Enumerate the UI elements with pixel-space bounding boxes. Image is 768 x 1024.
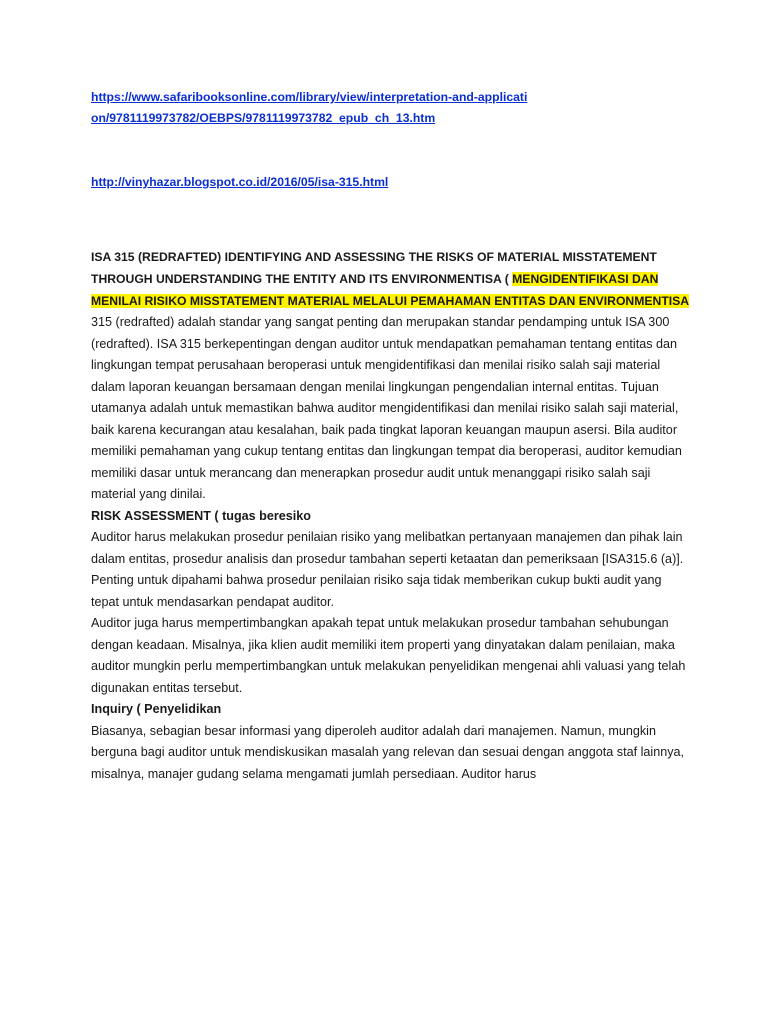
blogspot-link[interactable]: http://vinyhazar.blogspot.co.id/2016/05/isa-315.html [91, 175, 389, 189]
heading-plain-text: ISA 315 (REDRAFTED) IDENTIFYING AND ASSESSING THE RISKS OF MATERIAL MISSTATEMENT THROUGH UNDERSTANDING THE ENTITY AND ITS ENVIRONMENTISA ( [91, 250, 657, 286]
document-heading [91, 246, 691, 312]
inquiry-paragraph: Biasanya, sebagian besar informasi yang diperoleh auditor adalah dari manajemen. Namun, mungkin berguna bagi auditor untuk mendiskusikan masalah yang relevan dan sesuai dengan anggota staf lainnya, misalnya, manajer gudang selama mengamati jumlah persediaan. Auditor harus [91, 723, 685, 781]
heading-highlighted-text: MENGIDENTIFIKASI DAN MENILAI RISIKO MISSTATEMENT MATERIAL MELALUI PEMAHAMAN ENTITAS DAN ENVIRONMENTISA [91, 272, 690, 308]
safaribooks-link[interactable]: https://www.safaribooksonline.com/library/view/interpretation-and-application/9781119973782/OEBPS/9781119973782_epub_ch_13.htm [91, 90, 528, 125]
inquiry-heading: Inquiry ( Penyelidikan [91, 702, 222, 716]
document-content [91, 87, 691, 785]
intro-paragraph: 315 (redrafted) adalah standar yang sangat penting dan merupakan standar pendamping untuk ISA 300 (redrafted). ISA 315 berkepentingan dengan auditor untuk mendapatkan pemahaman tentang entitas dan lingkungan tempat perusahaan beroperasi untuk mengidentifikasi dan menilai risiko salah saji material dalam laporan keuangan bersamaan dengan menilai lingkungan pengendalian internal entitas. Tujuan utamanya adalah untuk memastikan bahwa auditor mengidentifikasi dan menilai risiko salah saji material, baik karena kecurangan atau kesalahan, baik pada tingkat laporan keuangan maupun asersi. Bila auditor memiliki pemahaman yang cukup tentang entitas dan lingkungan tempat dia beroperasi, auditor kemudian memiliki dasar untuk merancang dan menerapkan prosedur audit untuk menanggapi risiko salah saji material yang dinilai. [91, 315, 682, 501]
risk-assessment-heading: RISK ASSESSMENT ( tugas beresiko [91, 508, 311, 523]
risk-paragraph-1: Auditor harus melakukan prosedur penilaian risiko yang melibatkan pertanyaan manajemen dan pihak lain dalam entitas, prosedur analisis dan prosedur tambahan seperti ketaatan dan pemeriksaan [ISA315.6 (a)]. Penting untuk dipahami bahwa prosedur penilaian risiko saja tidak memberikan cukup bukti audit yang tepat untuk mendasarkan pendapat auditor. [91, 530, 684, 609]
risk-paragraph-2: Auditor juga harus mempertimbangkan apakah tepat untuk melakukan prosedur tambahan sehubungan dengan keadaan. Misalnya, jika klien audit memiliki item properti yang dinyatakan dalam penilaian, maka auditor mungkin perlu mempertimbangkan untuk melakukan penyelidikan mengenai ahli valuasi yang telah digunakan entitas tersebut. [91, 616, 686, 695]
